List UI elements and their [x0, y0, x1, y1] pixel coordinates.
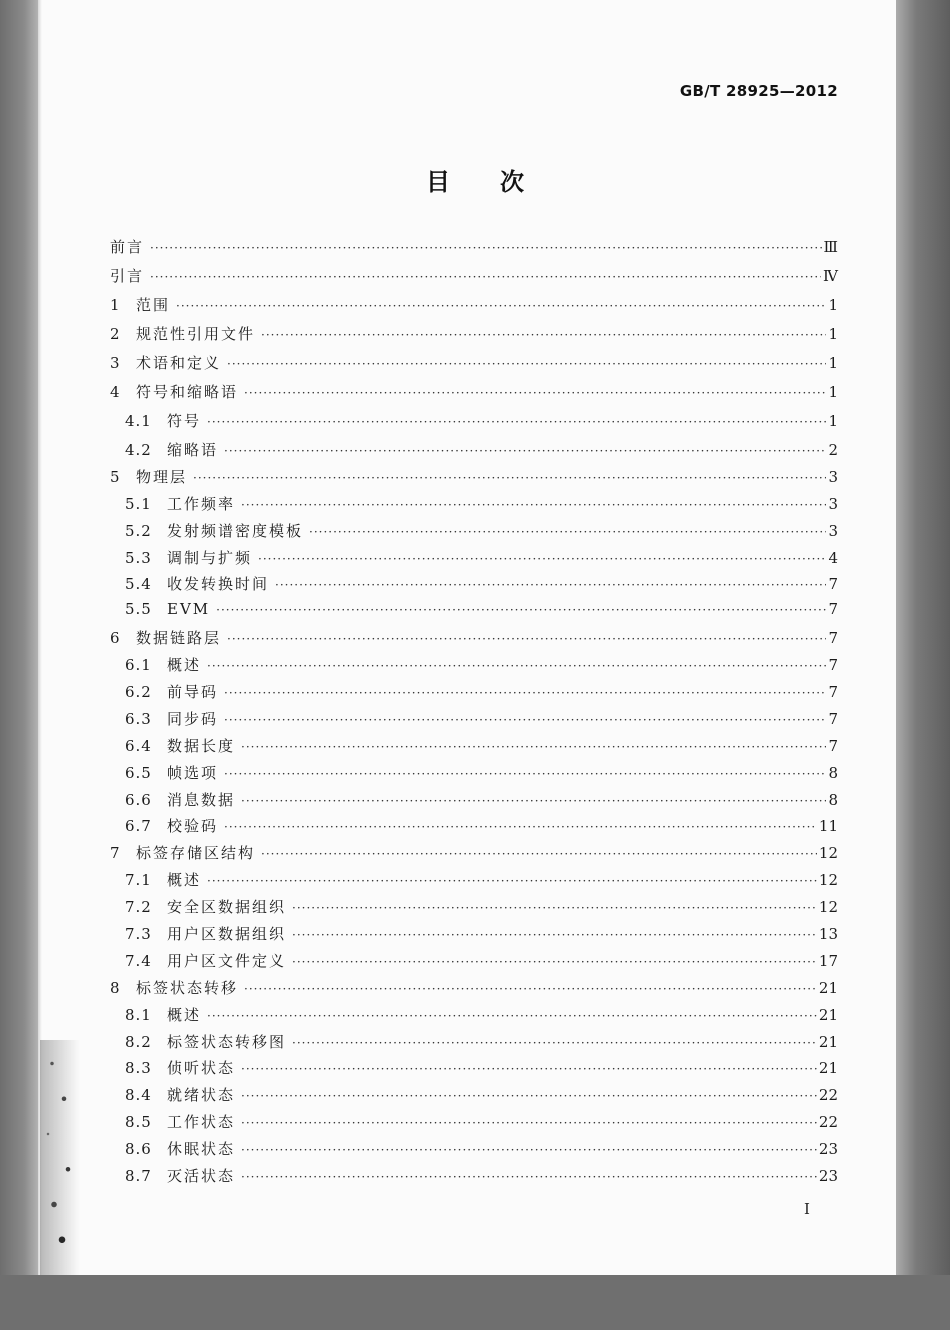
toc-entry[interactable]: [110, 1057, 838, 1084]
toc-entry[interactable]: [110, 627, 838, 654]
toc-leader-dots: [309, 525, 826, 539]
toc-entry-page: 3: [828, 467, 838, 486]
toc-entry[interactable]: [110, 1084, 838, 1111]
scan-speckle-artifact: [40, 1040, 80, 1275]
toc-entry-number: 4: [110, 383, 120, 401]
toc-entry-page: Ⅳ: [823, 267, 838, 285]
toc-entry[interactable]: [110, 520, 838, 547]
toc-entry-number: 8.6: [125, 1140, 152, 1159]
toc-entry-label: 消息数据: [167, 790, 236, 809]
toc-leader-dots: [241, 740, 826, 754]
toc-entry-page: 17: [818, 951, 838, 970]
toc-leader-dots: [241, 794, 826, 808]
toc-entry-label: 数据长度: [167, 736, 236, 755]
toc-entry-page: 13: [818, 925, 838, 944]
toc-entry-label: 休眠状态: [167, 1140, 236, 1159]
toc-entry-label: EVM: [167, 600, 211, 619]
toc-entry-page: 23: [818, 1167, 838, 1186]
toc-leader-dots: [275, 578, 826, 592]
toc-leader-dots: [244, 386, 826, 400]
toc-entry-number: 5: [110, 467, 120, 486]
toc-entry-page: 1: [828, 412, 838, 430]
toc-entry[interactable]: [110, 573, 838, 600]
table-of-contents: [110, 236, 838, 1192]
toc-leader-dots: [258, 552, 826, 566]
toc-entry[interactable]: [110, 294, 838, 323]
toc-entry-label: 缩略语: [167, 441, 219, 459]
toc-entry-number: 6: [110, 629, 120, 648]
toc-entry-label: 校验码: [167, 817, 219, 836]
toc-entry[interactable]: [110, 352, 838, 381]
toc-entry[interactable]: [110, 815, 838, 842]
toc-entry-label: 前导码: [167, 683, 219, 702]
standard-number: GB/T 28925—2012: [679, 82, 838, 100]
toc-entry-page: 4: [828, 548, 838, 567]
toc-entry-number: 3: [110, 354, 120, 372]
toc-entry[interactable]: [110, 708, 838, 735]
toc-leader-dots: [241, 1089, 817, 1103]
toc-entry-label: 符号和缩略语: [136, 383, 239, 401]
toc-entry-number: 4.2: [125, 441, 152, 459]
toc-entry[interactable]: [110, 654, 838, 681]
toc-entry-number: 7: [110, 844, 120, 863]
toc-leader-dots: [207, 659, 826, 673]
toc-leader-dots: [224, 444, 826, 458]
toc-entry-page: 7: [828, 709, 838, 728]
toc-entry-page: 21: [818, 1032, 838, 1051]
toc-entry-label: 帧选项: [167, 763, 219, 782]
toc-leader-dots: [292, 928, 817, 942]
toc-leader-dots: [224, 767, 826, 781]
toc-entry[interactable]: [110, 869, 838, 896]
toc-entry-number: 6.2: [125, 683, 152, 702]
toc-entry-number: 8.2: [125, 1032, 152, 1051]
toc-leader-dots: [244, 982, 817, 996]
toc-entry-label: 调制与扩频: [167, 548, 253, 567]
toc-entry[interactable]: [110, 410, 838, 439]
toc-entry-number: 6.5: [125, 763, 152, 782]
toc-leader-dots: [241, 1062, 817, 1076]
toc-leader-dots: [241, 1116, 817, 1130]
toc-entry-label: 范围: [136, 296, 171, 314]
toc-entry[interactable]: [110, 950, 838, 977]
toc-entry[interactable]: [110, 600, 838, 627]
scan-background-bottom: [0, 1275, 950, 1330]
toc-entry-label: 概述: [167, 656, 202, 675]
toc-entry-page: 3: [828, 521, 838, 540]
toc-leader-dots: [261, 847, 817, 861]
toc-entry[interactable]: [110, 265, 838, 294]
toc-entry-label: 灭活状态: [167, 1167, 236, 1186]
toc-entry-number: 2: [110, 325, 120, 343]
toc-entry-label: 标签状态转移: [136, 978, 239, 997]
toc-leader-dots: [150, 241, 822, 255]
toc-entry-label: 术语和定义: [136, 354, 222, 372]
toc-entry-label: 侦听状态: [167, 1059, 236, 1078]
toc-entry-page: 1: [828, 296, 838, 314]
toc-entry-label: 发射频谱密度模板: [167, 521, 304, 540]
toc-entry-label: 标签状态转移图: [167, 1032, 287, 1051]
toc-entry-number: 8.1: [125, 1005, 152, 1024]
toc-entry-page: 7: [828, 683, 838, 702]
toc-leader-dots: [216, 603, 826, 617]
toc-entry-number: 7.3: [125, 925, 152, 944]
toc-entry-page: 2: [828, 441, 838, 459]
toc-entry-page: 12: [818, 871, 838, 890]
toc-entry[interactable]: [110, 236, 838, 265]
toc-entry-page: 22: [818, 1086, 838, 1105]
toc-entry-page: 21: [818, 1005, 838, 1024]
toc-entry-page: 21: [818, 978, 838, 997]
toc-entry[interactable]: [110, 789, 838, 816]
toc-entry-number: 6.1: [125, 656, 152, 675]
toc-entry-label: 用户区数据组织: [167, 925, 287, 944]
toc-entry[interactable]: [110, 977, 838, 1004]
toc-entry-page: 22: [818, 1113, 838, 1132]
toc-entry[interactable]: [110, 493, 838, 520]
toc-entry-number: 5.1: [125, 494, 152, 513]
toc-entry-page: 11: [818, 817, 838, 836]
toc-entry-label: 符号: [167, 412, 202, 430]
toc-entry-number: 5.3: [125, 548, 152, 567]
toc-entry-number: 7.2: [125, 898, 152, 917]
toc-title: 目次: [426, 168, 574, 196]
toc-entry-number: 1: [110, 296, 120, 314]
toc-entry-label: 工作状态: [167, 1113, 236, 1132]
toc-leader-dots: [207, 874, 817, 888]
toc-entry-number: 8.4: [125, 1086, 152, 1105]
toc-entry-number: 7.1: [125, 871, 152, 890]
toc-entry-page: 3: [828, 494, 838, 513]
toc-entry-label: 就绪状态: [167, 1086, 236, 1105]
toc-leader-dots: [292, 901, 817, 915]
toc-entry[interactable]: [110, 323, 838, 352]
toc-leader-dots: [224, 820, 817, 834]
toc-entry[interactable]: [110, 381, 838, 410]
toc-entry-label: 标签存储区结构: [136, 844, 256, 863]
toc-entry-page: 7: [828, 600, 838, 619]
toc-leader-dots: [207, 1009, 817, 1023]
toc-leader-dots: [207, 415, 826, 429]
toc-leader-dots: [241, 498, 826, 512]
toc-entry-page: 23: [818, 1140, 838, 1159]
toc-entry[interactable]: [110, 1165, 838, 1192]
toc-entry-page: 8: [828, 763, 838, 782]
toc-entry-number: 6.7: [125, 817, 152, 836]
toc-entry-number: 5.5: [125, 600, 152, 619]
toc-entry-number: 6.6: [125, 790, 152, 809]
toc-entry[interactable]: [110, 681, 838, 708]
toc-entry-label: 前言: [110, 238, 145, 256]
toc-entry-label: 概述: [167, 871, 202, 890]
toc-entry-page: 12: [818, 844, 838, 863]
toc-entry-number: 6.3: [125, 709, 152, 728]
toc-leader-dots: [241, 1170, 817, 1184]
toc-entry[interactable]: [110, 1111, 838, 1138]
toc-entry-page: 7: [828, 575, 838, 594]
toc-entry-number: 8.7: [125, 1167, 152, 1186]
toc-entry-page: Ⅲ: [823, 238, 838, 256]
toc-entry-page: 1: [828, 354, 838, 372]
toc-leader-dots: [176, 299, 826, 313]
toc-entry-label: 收发转换时间: [167, 575, 270, 594]
toc-leader-dots: [292, 955, 817, 969]
toc-entry-number: 8.5: [125, 1113, 152, 1132]
toc-entry-label: 概述: [167, 1005, 202, 1024]
toc-entry-page: 7: [828, 736, 838, 755]
toc-entry-label: 用户区文件定义: [167, 951, 287, 970]
toc-entry[interactable]: [110, 1031, 838, 1058]
toc-entry-page: 1: [828, 383, 838, 401]
toc-entry[interactable]: [110, 842, 838, 869]
toc-entry-label: 物理层: [136, 467, 188, 486]
toc-entry[interactable]: [110, 439, 838, 466]
toc-leader-dots: [227, 632, 826, 646]
toc-entry-label: 引言: [110, 267, 145, 285]
toc-leader-dots: [227, 357, 826, 371]
toc-entry-label: 规范性引用文件: [136, 325, 256, 343]
toc-entry[interactable]: [110, 762, 838, 789]
toc-entry-page: 12: [818, 898, 838, 917]
toc-entry-page: 7: [828, 629, 838, 648]
toc-leader-dots: [241, 1143, 817, 1157]
toc-entry-number: 8.3: [125, 1059, 152, 1078]
toc-entry-label: 同步码: [167, 709, 219, 728]
toc-entry-number: 8: [110, 978, 120, 997]
toc-entry-number: 4.1: [125, 412, 152, 430]
toc-entry-label: 数据链路层: [136, 629, 222, 648]
toc-leader-dots: [292, 1036, 817, 1050]
toc-entry[interactable]: [110, 896, 838, 923]
toc-entry-number: 6.4: [125, 736, 152, 755]
toc-entry-page: 1: [828, 325, 838, 343]
page-folio: I: [804, 1200, 810, 1218]
toc-entry[interactable]: [110, 547, 838, 574]
toc-leader-dots: [224, 713, 826, 727]
toc-entry-number: 5.4: [125, 575, 152, 594]
toc-entry-page: 7: [828, 656, 838, 675]
toc-entry-label: 工作频率: [167, 494, 236, 513]
toc-leader-dots: [150, 270, 821, 284]
toc-entry-number: 7.4: [125, 951, 152, 970]
toc-entry[interactable]: [110, 735, 838, 762]
toc-leader-dots: [224, 686, 826, 700]
toc-leader-dots: [193, 471, 826, 485]
toc-entry-page: 21: [818, 1059, 838, 1078]
toc-entry[interactable]: [110, 923, 838, 950]
toc-entry-page: 8: [828, 790, 838, 809]
toc-entry-label: 安全区数据组织: [167, 898, 287, 917]
toc-entry[interactable]: [110, 1004, 838, 1031]
toc-entry[interactable]: [110, 1138, 838, 1165]
toc-leader-dots: [261, 328, 826, 342]
toc-entry[interactable]: [110, 466, 838, 493]
toc-entry-number: 5.2: [125, 521, 152, 540]
